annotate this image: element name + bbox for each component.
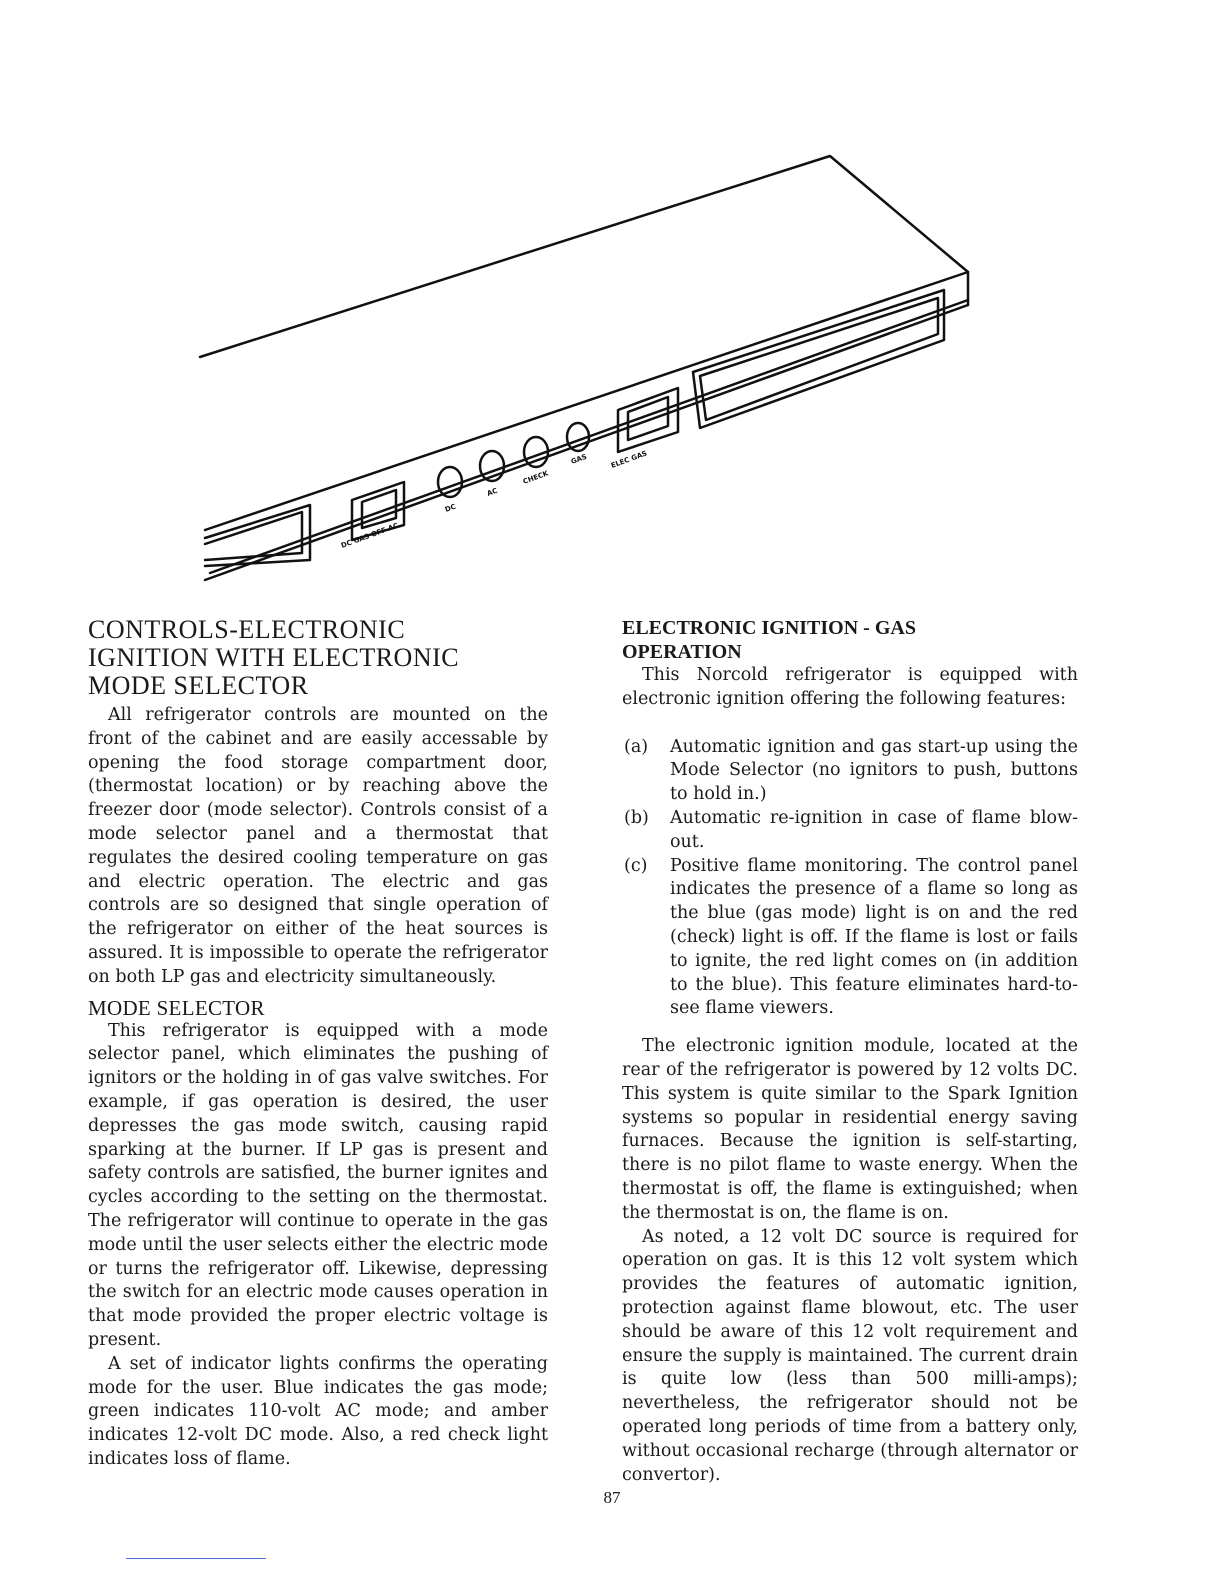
right-column — [622, 616, 1078, 1487]
ignition-heading — [622, 616, 1078, 664]
list-item-text: Automatic re-ignition in case of flame blow-out. — [670, 807, 1078, 852]
indicator-lights-paragraph: A set of indicator lights confirms the operating mode for the user. Blue indicates the gas mode; green indicates 110-volt AC mode; and amber indicates 12-volt DC mode. Also, a red check light indicates loss of flame. — [88, 1353, 548, 1469]
panel-front-bottom — [205, 305, 968, 580]
controls-heading-line-3: MODE SELECTOR — [88, 671, 309, 700]
mode-selector-paragraph: This refrigerator is equipped with a mode selector panel, which eliminates the pushing of ignitors or the holding in of gas valve switches. For example, if gas operation is desired, the user depresses the gas mode switch, causing rapid sparking at the burner. If LP gas is present and safety controls are satisfied, the burner ignites and cycles according to the setting on the thermostat. The refrigerator will continue to operate in the gas mode until the user selects either the electric mode or turns the refrigerator off. Likewise, depressing the switch for an electric mode causes operation in that mode provided the proper electric voltage is present. — [88, 1020, 548, 1350]
ignition-heading-line-1: ELECTRONIC IGNITION - GAS — [622, 617, 916, 639]
list-item-text: Positive flame monitoring. The control panel indicates the presence of a flame so long as the blue (gas mode) light is on and the red (check) light is off. If the flame is lost or fails to ignite, the red light comes on (in addition to the blue). This feature eliminates hard-to-see flame viewers. — [670, 855, 1078, 1019]
list-item — [622, 736, 1078, 807]
feature-list — [622, 736, 1078, 1022]
mode-selector-heading: MODE SELECTOR — [88, 995, 265, 1020]
label-light-ac: AC — [485, 486, 499, 498]
list-item-marker: (b) — [624, 807, 649, 828]
label-light-check: CHECK — [521, 469, 550, 486]
label-light-dc: DC — [443, 502, 457, 514]
list-item — [622, 855, 1078, 1022]
controls-heading-line-1: CONTROLS-ELECTRONIC — [88, 615, 406, 644]
page-number: 87 — [603, 1488, 621, 1507]
control-panel-illustration — [0, 0, 1224, 600]
list-item-marker: (a) — [624, 736, 649, 757]
label-light-gas: GAS — [569, 452, 588, 466]
controls-heading — [88, 616, 548, 700]
footer-rule — [126, 1558, 266, 1559]
ignition-intro-paragraph: This Norcold refrigerator is equipped with electronic ignition offering the following features: — [622, 665, 1078, 709]
label-right-switch: ELEC GAS — [609, 449, 649, 470]
list-item-marker: (c) — [624, 855, 648, 876]
left-column — [88, 616, 548, 1472]
voltage-requirement-paragraph: As noted, a 12 volt DC source is required for operation on gas. It is this 12 volt system which provides the features of automatic ignition, protection against flame blowout, etc. The user should be aware of this 12 volt requirement and ensure the supply is maintained. The current drain is quite low (less than 500 milli-amps); nevertheless, the refrigerator should not be operated long periods of time from a battery only, without occasional recharge (through alternator or convertor). — [622, 1226, 1078, 1485]
list-item — [622, 807, 1078, 855]
left-window-inner — [205, 512, 302, 560]
ignition-module-paragraph: The electronic ignition module, located at the rear of the refrigerator is powered by 12 volts DC. This system is quite similar to the Spark Ignition systems so popular in residential energy saving furnaces. Because the ignition is self-starting, there is no pilot flame to waste energy. When the thermostat is off, the flame is extinguished; when the thermostat is on, the flame is on. — [622, 1036, 1078, 1223]
controls-heading-line-2: IGNITION WITH ELECTRONIC — [88, 643, 460, 672]
panel-front-top — [205, 272, 968, 530]
list-item-text: Automatic ignition and gas start-up using the Mode Selector (no ignitors to push, buttons to hold in.) — [670, 736, 1078, 805]
label-left-switch: DC GAS OFF AC — [339, 521, 400, 550]
controls-intro-paragraph: All refrigerator controls are mounted on the front of the cabinet and are easily accessable by opening the food storage compartment door, (thermostat location) or by reaching above the freezer door (mode selector). Controls consist of a mode selector panel and a thermostat that regulates the desired cooling temperature on gas and electric operation. The electric and gas controls are so designed that single operation of the refrigerator on either of the heat sources is assured. It is impossible to operate the refrigerator on both LP gas and electricity simultaneously. — [88, 705, 548, 987]
ignition-heading-line-2: OPERATION — [622, 641, 742, 663]
